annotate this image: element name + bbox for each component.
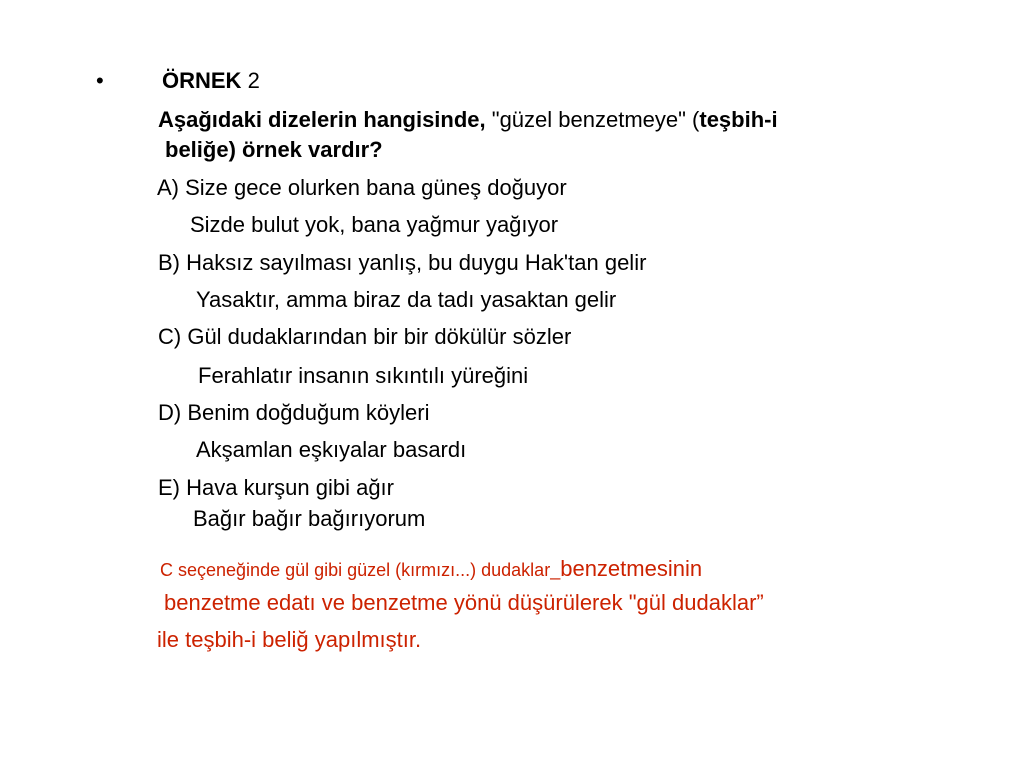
option-c-line-1: C) Gül dudaklarından bir bir dökülür sözler	[158, 324, 572, 349]
example-heading	[162, 68, 260, 94]
question-part-3: teşbih-i	[699, 107, 778, 132]
option-c-line-2: Ferahlatır insanın sıkıntılı yüreğini	[198, 363, 529, 388]
question-part-2: "güzel benzetmeye" (	[485, 107, 700, 132]
example-number: 2	[247, 68, 260, 93]
question-line-2: beliğe) örnek vardır?	[165, 137, 383, 162]
question-part-1: Aşağıdaki dizelerin hangisinde,	[158, 107, 486, 132]
explanation-part-small: C seçeneğinde gül gibi güzel (kırmızı...) dudaklar	[160, 560, 551, 580]
option-b-line-2: Yasaktır, amma biraz da tadı yasaktan gelir	[196, 287, 617, 312]
question-line-1	[158, 107, 778, 133]
explanation-line-3: ile teşbih-i beliğ yapılmıştır.	[157, 627, 422, 652]
example-label: ÖRNEK	[162, 68, 242, 93]
explanation-line-1	[160, 556, 702, 583]
option-d-line-1: D) Benim doğduğum köyleri	[158, 400, 430, 425]
option-d-line-2: Akşamlan eşkıyalar basardı	[196, 437, 467, 462]
option-a-line-2: Sizde bulut yok, bana yağmur yağıyor	[190, 212, 559, 237]
option-a-line-1: A) Size gece olurken bana güneş doğuyor	[157, 175, 567, 200]
explanation-separator: _	[550, 560, 561, 580]
option-e-line-2: Bağır bağır bağırıyorum	[193, 506, 426, 531]
explanation-part-large: benzetmesinin	[560, 556, 703, 581]
explanation-line-2: benzetme edatı ve benzetme yönü düşürülerek "gül dudaklar”	[164, 590, 764, 615]
option-b-line-1: B) Haksız sayılması yanlış, bu duygu Hak'tan gelir	[158, 250, 647, 275]
option-e-line-1: E) Hava kurşun gibi ağır	[158, 475, 394, 500]
bullet: •	[96, 68, 104, 93]
